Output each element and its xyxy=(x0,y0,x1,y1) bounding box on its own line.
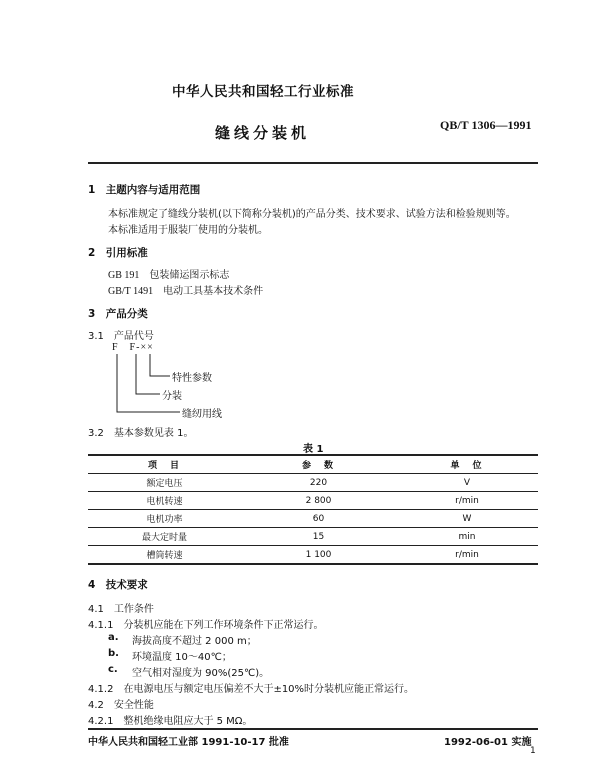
column-header-value: 参 数 xyxy=(241,455,396,474)
table-cell: 60 xyxy=(241,510,396,528)
table-cell: 220 xyxy=(241,474,396,492)
section-4-2-1: 4.2.1 整机绝缘电阻应大于 5 MΩ。 xyxy=(88,716,253,727)
footer-rule xyxy=(88,728,538,730)
section-3-2: 3.2 基本参数见表 1。 xyxy=(88,428,194,439)
table-row xyxy=(88,474,538,492)
table-cell: 电机功率 xyxy=(88,510,241,528)
section-4-2: 4.2 安全性能 xyxy=(88,700,154,711)
table-cell: 最大定时量 xyxy=(88,528,241,546)
section-4-1-1: 4.1.1 分装机应能在下列工作环境条件下正常运行。 xyxy=(88,620,324,631)
approval-info: 中华人民共和国轻工业部 1991-10-17 批准 xyxy=(88,737,289,748)
section-3-heading: 3 产品分类 xyxy=(88,308,148,320)
table-cell: min xyxy=(396,528,538,546)
bracket-characteristic xyxy=(150,354,170,376)
label-packaging: 分装 xyxy=(162,391,182,402)
list-item-c-label: c. xyxy=(108,664,118,675)
standard-code: QB/T 1306—1991 xyxy=(440,118,532,132)
section-3-1: 3.1 产品代号 xyxy=(88,331,154,342)
section-4-1-2: 4.1.2 在电源电压与额定电压偏差不大于±10%时分装机应能正常运行。 xyxy=(88,684,415,695)
list-item-a-label: a. xyxy=(108,632,119,643)
table-row xyxy=(88,510,538,528)
implementation-date: 1992-06-01 实施 xyxy=(444,737,532,748)
table-row xyxy=(88,492,538,510)
column-header-unit: 单 位 xyxy=(396,455,538,474)
header-rule xyxy=(88,162,538,164)
reference-gb191: GB 191 包装储运图示标志 xyxy=(108,270,230,281)
label-characteristic-params: 特性参数 xyxy=(172,373,212,384)
table-cell: r/min xyxy=(396,546,538,565)
section-1-heading: 1 主题内容与适用范围 xyxy=(88,184,201,196)
standard-org: 中华人民共和国轻工行业标准 xyxy=(172,84,354,100)
reference-gbt1491: GB/T 1491 电动工具基本技术条件 xyxy=(108,286,264,297)
section-4-1: 4.1 工作条件 xyxy=(88,604,154,615)
table-cell: 额定电压 xyxy=(88,474,241,492)
list-item-b: 环境温度 10～40℃； xyxy=(132,652,232,663)
bracket-packaging xyxy=(136,354,160,394)
table-cell: 槽筒转速 xyxy=(88,546,241,565)
page-title: 缝线分装机 xyxy=(215,124,311,142)
product-code-letters: F F-×× xyxy=(112,342,154,353)
section-1-paragraph-1: 本标准规定了缝线分装机(以下简称分装机)的产品分类、技术要求、试验方法和检验规则等。 xyxy=(108,209,516,220)
label-sewing-thread: 缝纫用线 xyxy=(182,409,222,420)
list-item-a: 海拔高度不超过 2 000 m； xyxy=(132,636,257,647)
column-header-item: 项 目 xyxy=(88,455,241,474)
table-cell: 15 xyxy=(241,528,396,546)
table-cell: V xyxy=(396,474,538,492)
table-cell: 1 100 xyxy=(241,546,396,565)
list-item-c: 空气相对湿度为 90%(25℃)。 xyxy=(132,668,270,679)
section-1-paragraph-2: 本标准适用于服装厂使用的分装机。 xyxy=(108,225,268,236)
table-row xyxy=(88,528,538,546)
section-4-heading: 4 技术要求 xyxy=(88,579,148,591)
table-cell: 2 800 xyxy=(241,492,396,510)
list-item-b-label: b. xyxy=(108,648,119,659)
table-cell: W xyxy=(396,510,538,528)
table-cell: 电机转速 xyxy=(88,492,241,510)
table-row xyxy=(88,546,538,565)
bracket-thread xyxy=(117,354,180,412)
table-caption: 表 1 xyxy=(303,444,324,455)
page-number: 1 xyxy=(530,746,536,756)
section-2-heading: 2 引用标准 xyxy=(88,247,148,259)
table-header-row xyxy=(88,455,538,474)
parameter-table xyxy=(88,454,538,565)
table-cell: r/min xyxy=(396,492,538,510)
